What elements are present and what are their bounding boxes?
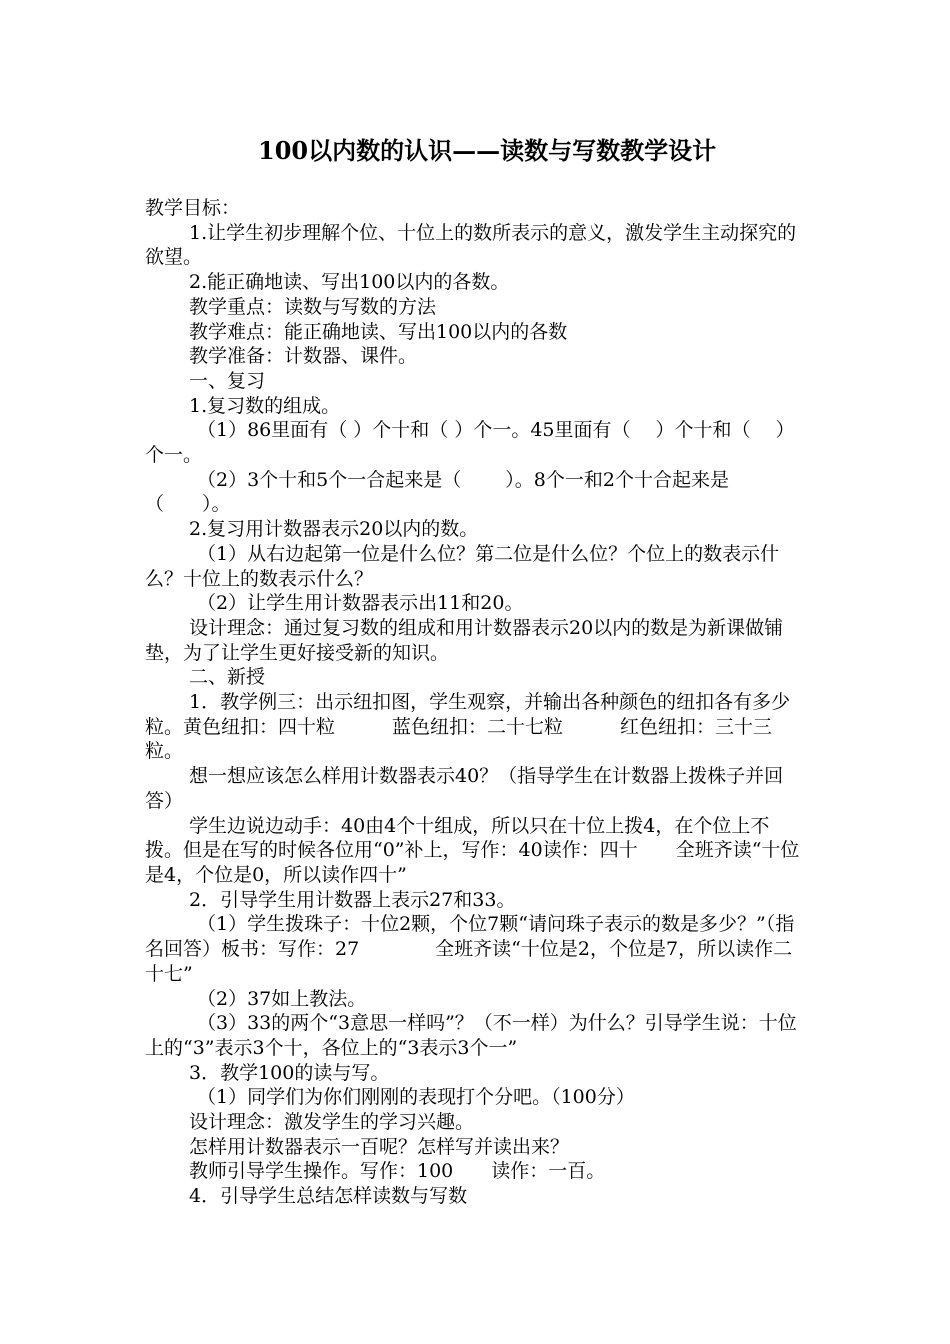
paragraph: （1）从右边起第一位是什么位？第二位是什么位？个位上的数表示什么？十位上的数表示什么？ (145, 542, 780, 590)
paragraph: 怎样用计数器表示一百呢？怎样写并读出来？ (189, 1135, 570, 1158)
paragraph: （2）3个十和5个一合起来是（ ）。8个一和2个十合起来是（ ）。 (145, 468, 729, 516)
paragraph: 2.能正确地读、写出100以内的各数。 (189, 271, 510, 294)
paragraph: 教学准备：计数器、课件。 (189, 345, 418, 368)
paragraph: 3．教学100的读与写。 (189, 1061, 390, 1084)
paragraph: （2）让学生用计数器表示出11和20。 (197, 592, 524, 615)
paragraph: 1.复习数的组成。 (189, 394, 341, 417)
paragraph: 教学难点：能正确地读、写出100以内的各数 (189, 320, 568, 343)
paragraph: （1）学生拨珠子：十位2颗，个位7颗“请问珠子表示的数是多少？”（指名回答）板书：写作：27 全班齐读“十位是2，个位是7，所以读作二十七” (145, 913, 795, 985)
paragraph: 教学重点：读数与写数的方法 (189, 295, 437, 318)
paragraph: （3）33的两个“3意思一样吗”？（不一样）为什么？引导学生说：十位上的“3”表示3个十，各位上的“3表示3个一” (145, 1012, 797, 1059)
paragraph: （2）37如上教法。 (197, 987, 367, 1010)
paragraph: 1.让学生初步理解个位、十位上的数所表示的意义，激发学生主动探究的欲望。 (145, 221, 797, 269)
paragraph: 1．教学例三：出示纽扣图，学生观察，并输出各种颜色的纽扣各有多少粒。黄色纽扣：四十粒 蓝色纽扣：二十七粒 红色纽扣：三十三粒。 (145, 691, 791, 763)
document-body (145, 196, 805, 1209)
paragraph: 2.复习用计数器表示20以内的数。 (189, 518, 479, 541)
paragraph: 设计理念：激发学生的学习兴趣。 (189, 1111, 475, 1134)
paragraph: 二、新授 (189, 666, 266, 689)
paragraph: 想一想应该怎么样用计数器表示40？（指导学生在计数器上拨株子并回答） (145, 765, 784, 812)
paragraph: 教师引导学生操作。写作：100 读作：一百。 (189, 1160, 606, 1183)
paragraph: 教学目标： (145, 197, 241, 219)
paragraph: 学生边说边动手：40由4个十组成，所以只在十位上拨4，在个位上不拨。但是在写的时候各位用“0”补上，写作：40读作：四十 全班齐读“十位是4，个位是0，所以读作四十” (145, 814, 800, 886)
paragraph: （1）86里面有（ ）个十和（ ）个一。45里面有（ ）个十和（ ）个一。 (145, 419, 795, 467)
paragraph: （1）同学们为你们刚刚的表现打个分吧。（100分） (197, 1086, 635, 1109)
document-title: 100以内数的认识——读数与写数教学设计 (258, 136, 717, 165)
paragraph: 2．引导学生用计数器上表示27和33。 (189, 888, 516, 911)
paragraph: 设计理念：通过复习数的组成和用计数器表示20以内的数是为新课做铺垫，为了让学生更好接受新的知识。 (145, 616, 784, 664)
paragraph: 一、复习 (189, 369, 266, 392)
paragraph: 4．引导学生总结怎样读数与写数 (189, 1185, 468, 1208)
